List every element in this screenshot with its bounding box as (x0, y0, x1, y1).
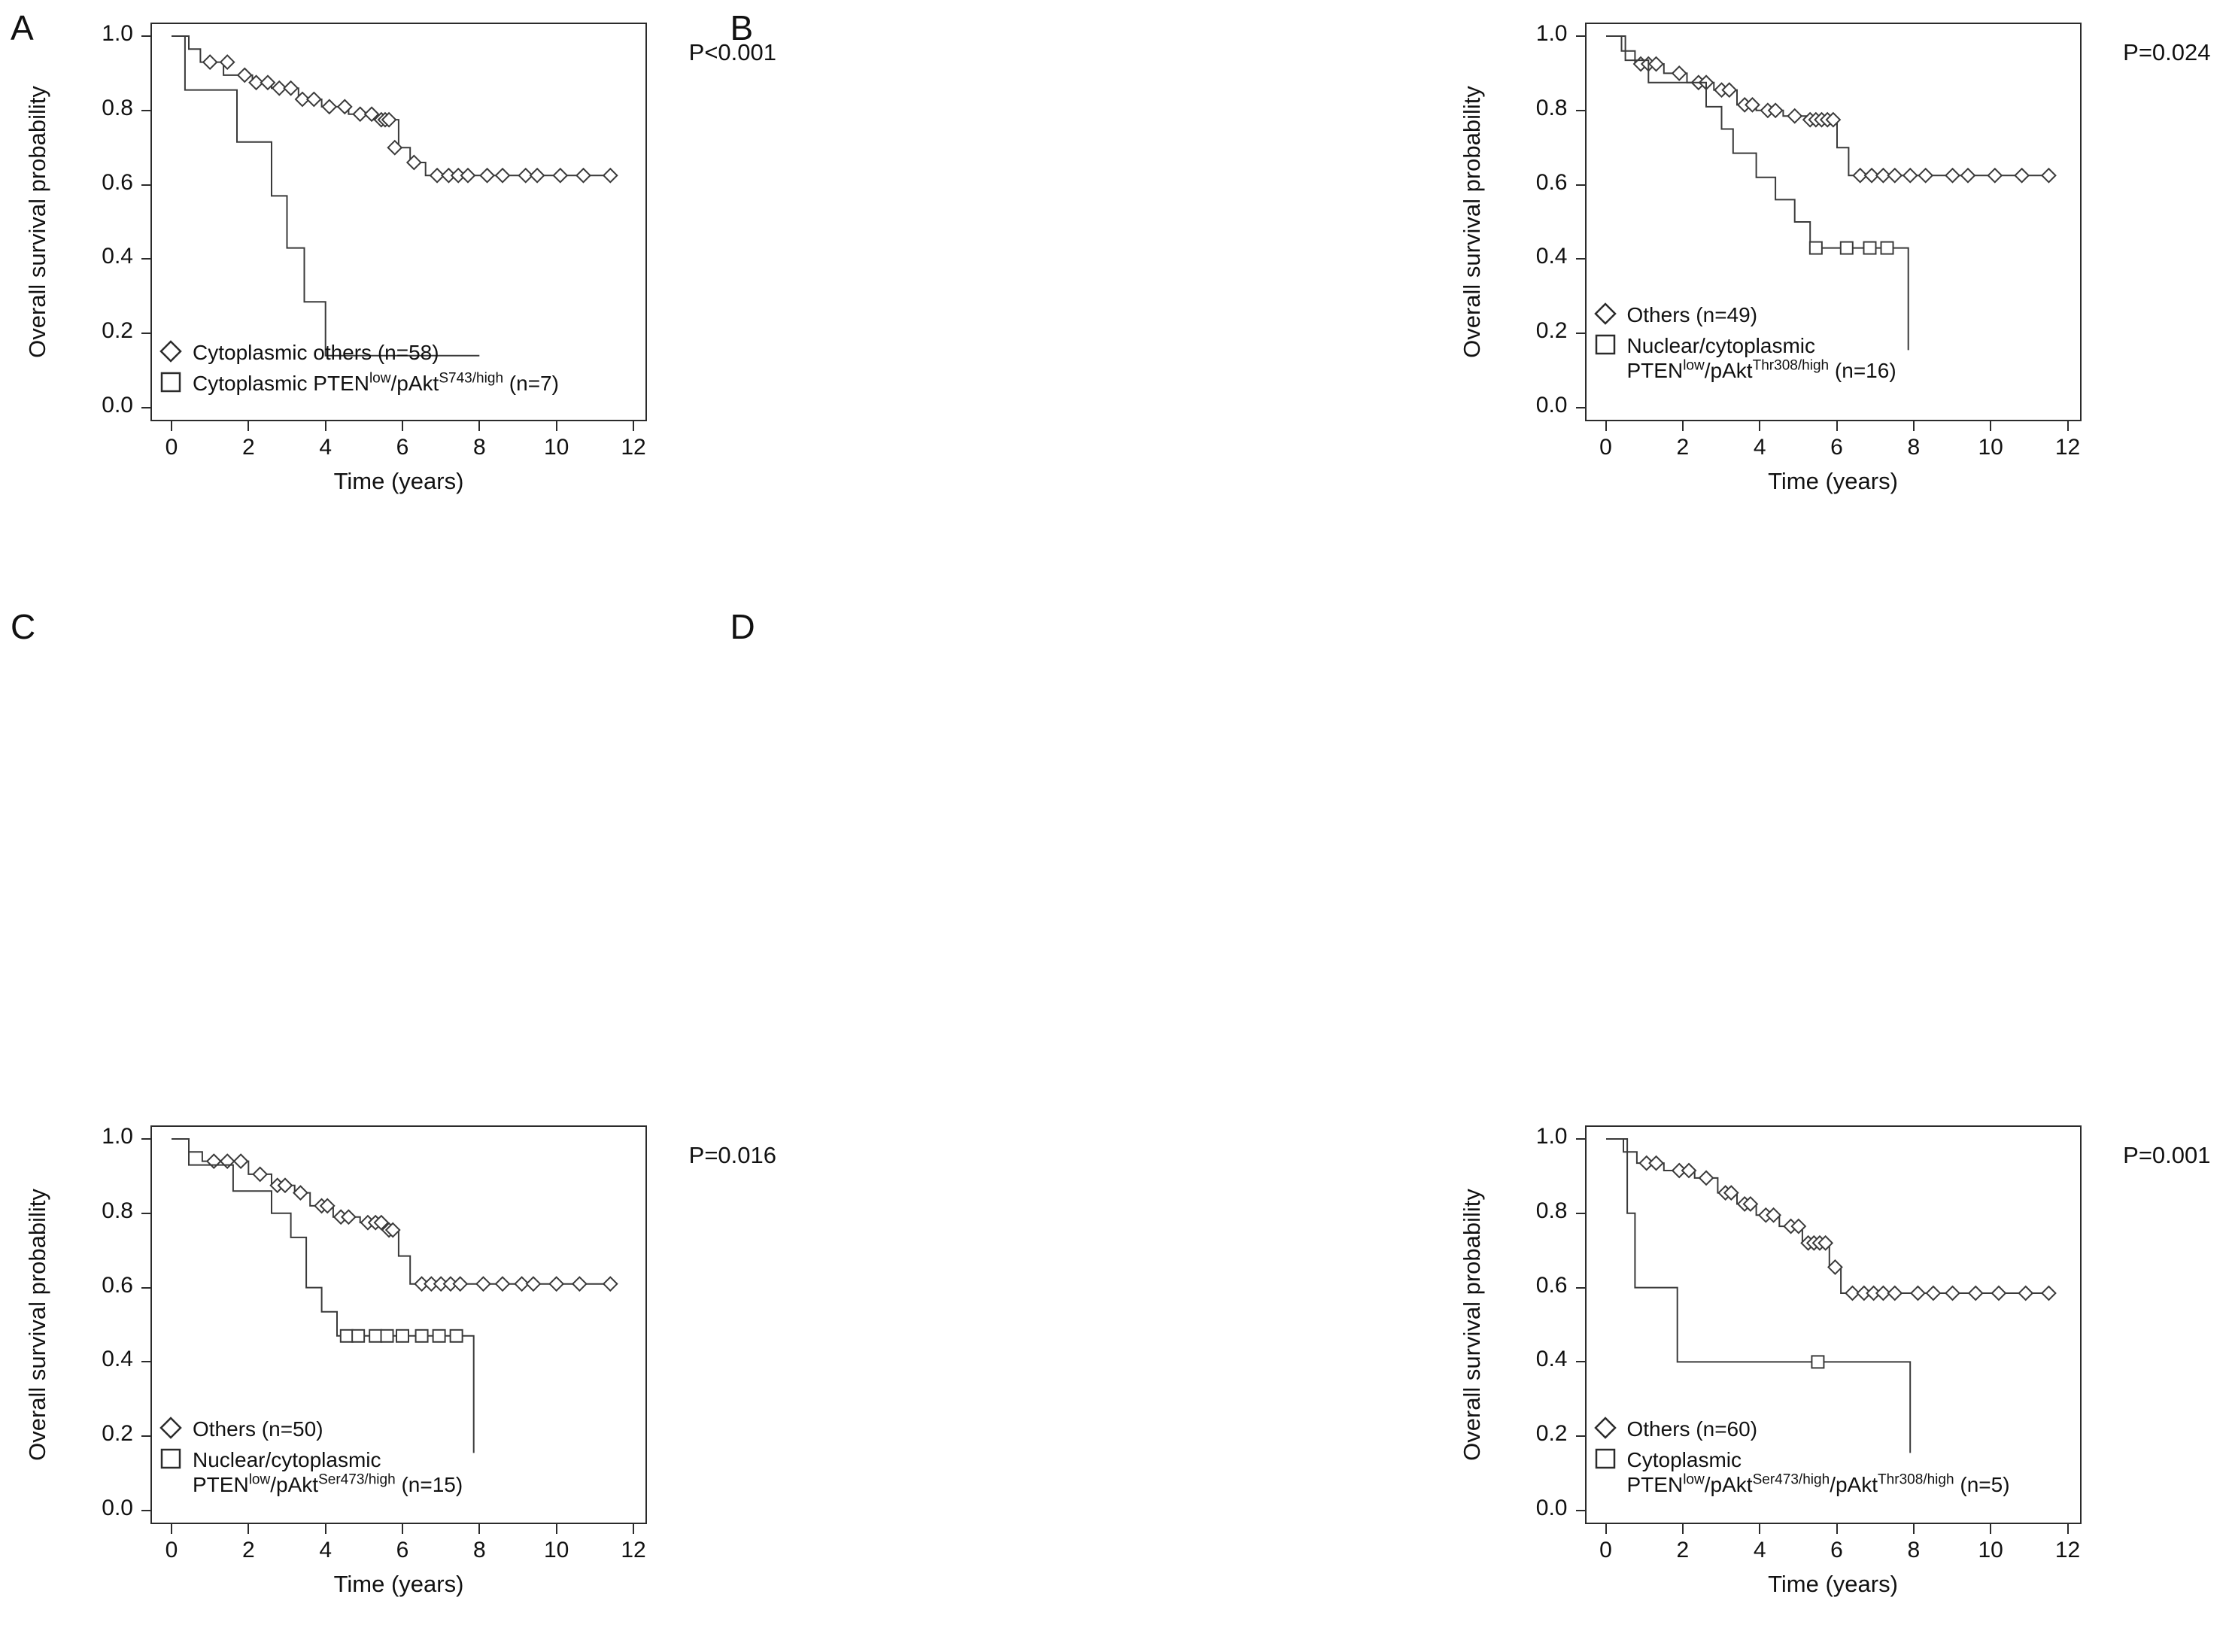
censor-marker (220, 1155, 234, 1168)
censor-marker (527, 1277, 540, 1291)
x-tick-label: 4 (319, 435, 332, 460)
y-tick-label: 1.0 (102, 21, 133, 46)
y-tick-mark (1576, 407, 1585, 408)
x-tick-mark (1836, 421, 1838, 431)
x-tick-mark (2067, 1524, 2069, 1534)
y-tick-label: 0.0 (1535, 1496, 1568, 1520)
censor-marker (388, 141, 402, 154)
censor-marker (1809, 242, 1821, 254)
censor-marker (407, 156, 421, 169)
y-tick-label: 0.4 (102, 1347, 133, 1372)
censor-marker (496, 169, 509, 182)
y-axis-label: Overall survival probability (24, 1189, 50, 1461)
y-tick-label: 1.0 (1535, 21, 1568, 46)
y-tick-mark (141, 1435, 150, 1437)
legend (158, 339, 559, 400)
x-tick-label: 12 (621, 1538, 646, 1562)
p-value-annotation: P=0.016 (688, 1142, 776, 1168)
x-tick-mark (1605, 1524, 1607, 1534)
x-tick-label: 10 (1978, 1538, 2003, 1562)
y-tick-label: 0.4 (1535, 244, 1568, 269)
censor-marker (338, 100, 351, 114)
censor-marker (1811, 1356, 1824, 1368)
censor-marker (203, 56, 217, 69)
x-tick-label: 10 (543, 1538, 569, 1562)
y-axis-label: Overall survival probability (1458, 1189, 1485, 1461)
censor-marker (1887, 169, 1901, 182)
x-tick-mark (1682, 1524, 1684, 1534)
y-tick-mark (1576, 1435, 1585, 1437)
y-tick-label: 1.0 (102, 1124, 133, 1149)
censor-marker (603, 169, 617, 182)
curve-group (172, 36, 479, 356)
censor-marker (554, 169, 567, 182)
y-tick-label: 0.8 (1535, 95, 1568, 120)
x-tick-mark (402, 421, 403, 431)
censor-marker (576, 169, 590, 182)
y-axis-label: Overall survival probability (24, 86, 50, 358)
y-tick-mark (141, 407, 150, 408)
censor-marker (293, 1186, 307, 1200)
x-tick-label: 6 (396, 1538, 409, 1562)
x-tick-mark (171, 421, 172, 431)
x-tick-label: 2 (241, 435, 255, 460)
panel-c (0, 599, 776, 1597)
legend-item (1593, 1415, 2010, 1441)
y-tick-label: 0.8 (1535, 1198, 1568, 1223)
censor-marker (381, 1330, 393, 1342)
y-tick-label: 0.4 (1535, 1347, 1568, 1372)
diamond-icon (158, 339, 184, 364)
x-tick-label: 2 (1676, 435, 1690, 460)
y-tick-mark (141, 1213, 150, 1214)
censor-marker (481, 169, 494, 182)
panel-letter-b: B (730, 8, 754, 47)
x-tick-mark (247, 1524, 249, 1534)
y-tick-label: 1.0 (1535, 1124, 1568, 1149)
legend-item (1593, 1446, 2010, 1497)
censor-marker (1682, 1164, 1696, 1177)
x-tick-label: 4 (319, 1538, 332, 1562)
x-tick-mark (556, 1524, 557, 1534)
x-tick-mark (325, 421, 326, 431)
y-tick-label: 0.2 (1535, 318, 1568, 344)
y-tick-mark (1576, 110, 1585, 111)
x-tick-mark (1913, 1524, 1915, 1534)
x-tick-mark (1913, 421, 1915, 431)
diamond-icon (1593, 301, 1618, 326)
censor-marker (341, 1330, 353, 1342)
censor-marker (416, 1330, 428, 1342)
censor-marker (207, 1155, 220, 1168)
panel-b (720, 0, 2211, 599)
censor-marker (1903, 169, 1917, 182)
legend-label: Cytoplasmic $PTEN^{low}/pAkt^{S743/high}$ (n=7) (193, 370, 559, 396)
x-tick-mark (247, 421, 249, 431)
censor-marker (572, 1277, 586, 1291)
legend-label: Nuclear/cytoplasmic $PTEN^{low}/pAkt^{Ser473/high}$ (n=15) (193, 1448, 463, 1497)
censor-marker (461, 169, 475, 182)
x-tick-mark (478, 421, 480, 431)
curve-others (1606, 1139, 2053, 1293)
censor-marker (1945, 1286, 1959, 1300)
legend-label: Cytoplasmic $PTEN^{low}/pAkt^{Ser473/high}/pAkt^{Thr308/high}$ (n=5) (1626, 1448, 2010, 1497)
panel-letter-c: C (11, 607, 36, 646)
y-tick-label: 0.6 (102, 169, 133, 195)
legend-item (1593, 332, 1896, 383)
y-tick-mark (141, 1361, 150, 1362)
y-tick-mark (1576, 258, 1585, 260)
y-tick-label: 0.2 (102, 1421, 133, 1447)
censor-marker (550, 1277, 563, 1291)
censor-marker (238, 68, 251, 82)
censor-marker (352, 1330, 364, 1342)
legend-item (158, 1415, 463, 1441)
censor-marker (451, 1330, 463, 1342)
x-tick-mark (556, 421, 557, 431)
panel-letter-d: D (730, 607, 755, 646)
legend (1593, 301, 1896, 387)
x-tick-label: 2 (241, 1538, 255, 1562)
censor-marker (1699, 1171, 1713, 1185)
p-value-annotation: P<0.001 (688, 39, 776, 65)
x-tick-label: 12 (2054, 1538, 2081, 1562)
censor-marker (254, 1168, 267, 1181)
y-tick-mark (1576, 333, 1585, 334)
x-tick-label: 8 (1907, 435, 1921, 460)
p-value-annotation: P=0.024 (2123, 39, 2211, 65)
x-axis-label: Time (years) (333, 468, 464, 494)
censor-marker (1918, 169, 1932, 182)
x-tick-mark (1836, 1524, 1838, 1534)
legend-item (158, 339, 559, 365)
y-tick-label: 0.0 (1535, 393, 1568, 418)
censor-marker (454, 1277, 467, 1291)
y-tick-mark (1576, 184, 1585, 186)
legend-label: Others (n=50) (193, 1417, 323, 1441)
y-tick-label: 0.0 (102, 393, 133, 418)
x-tick-mark (1605, 421, 1607, 431)
square-icon (158, 369, 184, 395)
censor-marker (234, 1155, 247, 1168)
x-tick-label: 12 (2054, 435, 2081, 460)
x-axis-label: Time (years) (1768, 468, 1898, 494)
censor-marker (1926, 1286, 1939, 1300)
x-tick-label: 8 (472, 435, 486, 460)
y-tick-mark (1576, 1287, 1585, 1289)
plot-area-d (1458, 1124, 2232, 1652)
x-tick-label: 12 (621, 435, 646, 460)
x-tick-label: 8 (472, 1538, 486, 1562)
censor-marker (1887, 1286, 1901, 1300)
y-tick-mark (1576, 1213, 1585, 1214)
p-value-annotation: P=0.001 (2123, 1142, 2211, 1168)
y-tick-mark (1576, 1510, 1585, 1511)
x-tick-label: 10 (1978, 435, 2003, 460)
plot-area-a (24, 21, 797, 549)
y-tick-mark (141, 1287, 150, 1289)
y-tick-label: 0.6 (1535, 169, 1568, 195)
censor-marker (1988, 169, 2001, 182)
square-icon (1593, 332, 1618, 357)
censor-marker (530, 169, 544, 182)
panel-a (0, 0, 776, 599)
x-tick-label: 0 (165, 1538, 178, 1562)
y-tick-mark (1576, 35, 1585, 37)
y-tick-label: 0.8 (102, 95, 133, 120)
censor-marker (1991, 1286, 2005, 1300)
x-tick-label: 8 (1907, 1538, 1921, 1562)
square-icon (158, 1446, 184, 1471)
y-tick-label: 0.2 (102, 318, 133, 344)
censor-marker (369, 1330, 381, 1342)
y-tick-mark (141, 184, 150, 186)
legend-item (1593, 301, 1896, 327)
censor-marker (284, 81, 298, 95)
censor-marker (1969, 1286, 1982, 1300)
censor-marker (1672, 66, 1686, 80)
panel-letter-a: A (11, 8, 34, 47)
y-tick-mark (1576, 1138, 1585, 1140)
legend-label: Others (n=60) (1626, 1417, 1758, 1441)
x-tick-mark (478, 1524, 480, 1534)
censor-marker (2015, 169, 2028, 182)
censor-marker (433, 1330, 445, 1342)
y-tick-mark (141, 110, 150, 111)
x-tick-mark (325, 1524, 326, 1534)
censor-marker (1881, 242, 1893, 254)
square-icon (1593, 1446, 1618, 1471)
y-tick-mark (141, 35, 150, 37)
x-tick-mark (402, 1524, 403, 1534)
y-tick-mark (141, 258, 150, 260)
y-tick-label: 0.4 (102, 244, 133, 269)
curve-group (172, 1139, 474, 1453)
y-tick-label: 0.2 (1535, 1421, 1568, 1447)
x-axis-label: Time (years) (333, 1571, 464, 1597)
x-tick-mark (1759, 1524, 1760, 1534)
censor-marker (1960, 169, 1974, 182)
censor-marker (307, 93, 320, 106)
diamond-icon (158, 1415, 184, 1441)
censor-marker (603, 1277, 617, 1291)
x-tick-mark (1990, 1524, 1991, 1534)
x-tick-label: 6 (1830, 1538, 1843, 1562)
diamond-icon (1593, 1415, 1618, 1441)
legend-label: Nuclear/cytoplasmic $PTEN^{low}/pAkt^{Thr308/high}$ (n=16) (1626, 334, 1896, 383)
x-tick-mark (1990, 421, 1991, 431)
x-tick-label: 6 (1830, 435, 1843, 460)
panel-d (720, 599, 2211, 1597)
y-tick-mark (141, 1138, 150, 1140)
x-tick-label: 10 (543, 435, 569, 460)
y-tick-mark (141, 333, 150, 334)
x-tick-label: 6 (396, 435, 409, 460)
x-tick-label: 0 (1599, 1538, 1612, 1562)
y-tick-label: 0.6 (102, 1272, 133, 1298)
y-tick-label: 0.6 (1535, 1272, 1568, 1298)
curve-others (172, 36, 614, 175)
x-tick-mark (1682, 421, 1684, 431)
censor-marker (2042, 1286, 2055, 1300)
x-tick-label: 4 (1753, 1538, 1766, 1562)
x-axis-label: Time (years) (1768, 1571, 1898, 1597)
legend-label: Others (n=49) (1626, 303, 1758, 326)
censor-marker (1840, 242, 1852, 254)
x-tick-label: 4 (1753, 435, 1766, 460)
x-tick-label: 0 (165, 435, 178, 460)
legend (1593, 1415, 2010, 1502)
censor-marker (2042, 169, 2055, 182)
legend-label: Cytoplasmic others (n=58) (193, 341, 439, 364)
y-tick-mark (141, 1510, 150, 1511)
legend (158, 1415, 463, 1502)
x-tick-mark (171, 1524, 172, 1534)
legend-item (158, 369, 559, 396)
censor-marker (1649, 1156, 1663, 1170)
censor-marker (1911, 1286, 1924, 1300)
censor-marker (2018, 1286, 2032, 1300)
y-tick-label: 0.0 (102, 1496, 133, 1520)
censor-marker (476, 1277, 490, 1291)
x-tick-mark (2067, 421, 2069, 431)
y-tick-label: 0.8 (102, 1198, 133, 1223)
censor-marker (396, 1330, 408, 1342)
y-tick-mark (1576, 1361, 1585, 1362)
censor-marker (323, 100, 336, 114)
x-tick-label: 2 (1676, 1538, 1690, 1562)
plot-area-b (1458, 21, 2232, 549)
plot-area-c (24, 1124, 797, 1652)
y-axis-label: Overall survival probability (1458, 86, 1485, 358)
censor-marker (220, 56, 234, 69)
censor-marker (1945, 169, 1959, 182)
censor-marker (1863, 242, 1875, 254)
curve-others (1606, 36, 2053, 175)
x-tick-mark (1759, 421, 1760, 431)
censor-marker (496, 1277, 509, 1291)
legend-item (158, 1446, 463, 1497)
x-tick-label: 0 (1599, 435, 1612, 460)
censor-marker (1787, 109, 1801, 123)
x-tick-mark (633, 421, 634, 431)
censor-marker (1828, 1260, 1842, 1274)
x-tick-mark (633, 1524, 634, 1534)
